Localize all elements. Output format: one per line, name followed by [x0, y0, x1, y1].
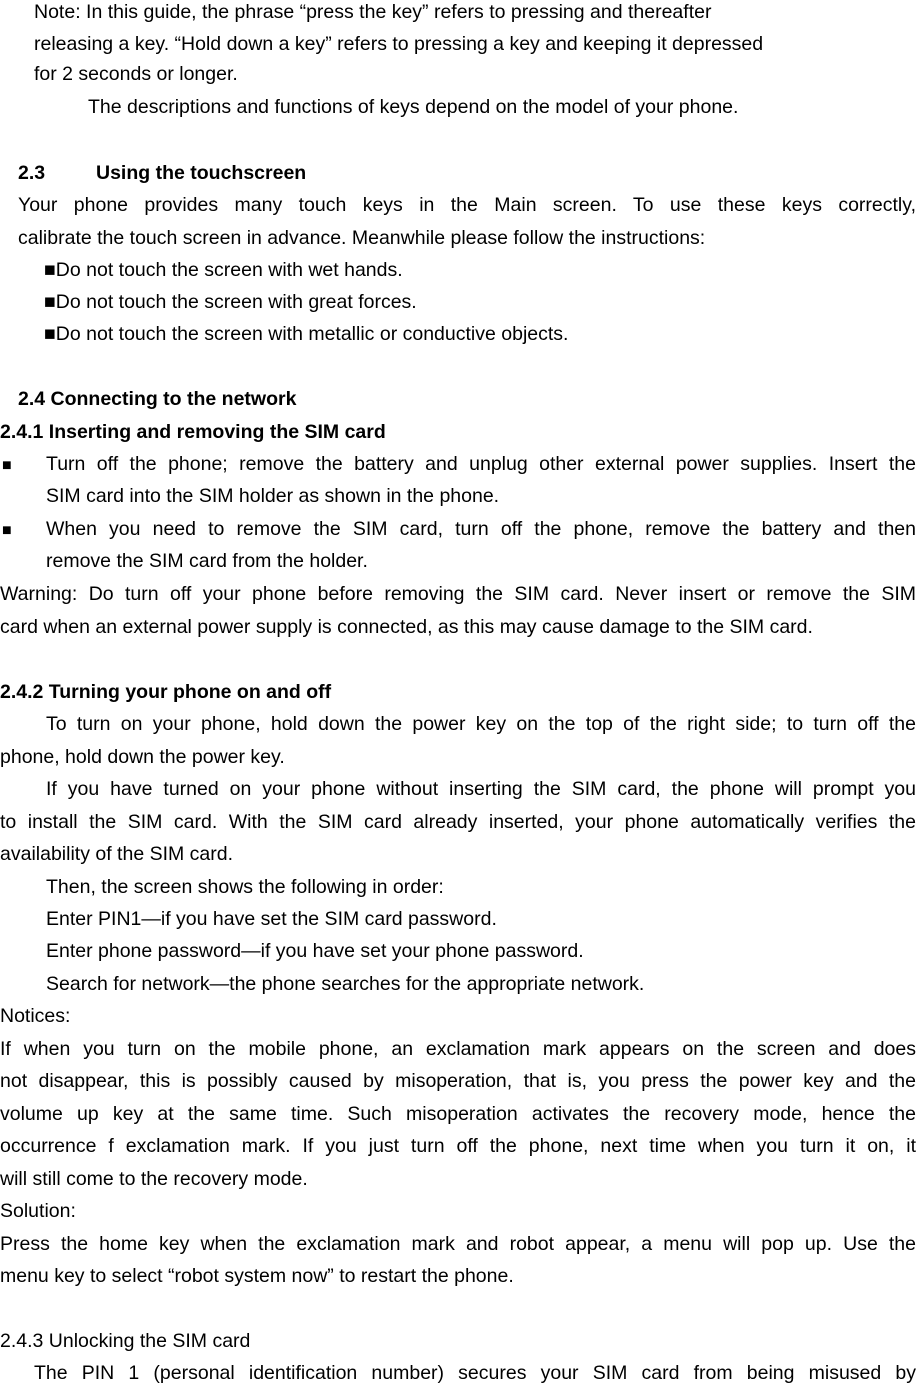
s241-warning-line-2: card when an external power supply is connected, as this may cause damage to the SIM card. — [0, 616, 813, 638]
s242-p1-line-2: phone, hold down the power key. — [0, 746, 285, 768]
square-bullet-icon: ■ — [2, 457, 12, 474]
note-line-1: Note: In this guide, the phrase “press the key” refers to pressing and thereafter — [34, 1, 712, 23]
s241-bullet-1-line-2: SIM card into the SIM holder as shown in the phone. — [46, 485, 500, 507]
notices-line-1: If when you turn on the mobile phone, an exclamation mark appears on the screen and does — [0, 1038, 916, 1060]
section-2-4-2-title: 2.4.2 Turning your phone on and off — [0, 681, 332, 703]
note-line-3: for 2 seconds or longer. — [34, 63, 238, 85]
s242-p5: Enter phone password—if you have set your phone password. — [46, 940, 584, 962]
s242-p4: Enter PIN1—if you have set the SIM card password. — [46, 908, 497, 930]
s242-p2-line-1: If you have turned on your phone without inserting the SIM card, the phone will prompt you — [46, 778, 916, 800]
section-2-4-title: 2.4 Connecting to the network — [18, 388, 297, 410]
notices-line-3: volume up key at the same time. Such misoperation activates the recovery mode, hence the — [0, 1103, 916, 1125]
solution-line-1: Press the home key when the exclamation mark and robot appear, a menu will pop up. Use the — [0, 1233, 916, 1255]
solution-line-2: menu key to select “robot system now” to restart the phone. — [0, 1265, 514, 1287]
s241-bullet-1-line-1: Turn off the phone; remove the battery and unplug other external power supplies. Insert the — [46, 453, 916, 475]
s23-item-2: ■Do not touch the screen with great forces. — [44, 291, 417, 313]
notices-label: Notices: — [0, 1005, 71, 1027]
notices-line-4: occurrence f exclamation mark. If you just turn off the phone, next time when you turn it on, it — [0, 1135, 916, 1157]
s241-bullet-2-line-1: When you need to remove the SIM card, turn off the phone, remove the battery and then — [46, 518, 916, 540]
notices-line-2: not disappear, this is possibly caused by misoperation, that is, you press the power key and the — [0, 1070, 916, 1092]
note-line-2: releasing a key. “Hold down a key” refers to pressing a key and keeping it depressed — [34, 33, 764, 55]
section-2-3-title: Using the touchscreen — [96, 162, 307, 184]
s242-p1-line-1: To turn on your phone, hold down the power key on the top of the right side; to turn off the — [46, 713, 916, 735]
s23-intro-line-2: calibrate the touch screen in advance. Meanwhile please follow the instructions: — [18, 227, 706, 249]
s23-item-1: ■Do not touch the screen with wet hands. — [44, 259, 403, 281]
s242-p6: Search for network—the phone searches for the appropriate network. — [46, 973, 645, 995]
solution-label: Solution: — [0, 1200, 76, 1222]
section-2-4-3-title: 2.4.3 Unlocking the SIM card — [0, 1330, 251, 1352]
section-2-4-1-title: 2.4.1 Inserting and removing the SIM card — [0, 421, 386, 443]
notices-line-5: will still come to the recovery mode. — [0, 1168, 308, 1190]
s242-p3: Then, the screen shows the following in order: — [46, 876, 444, 898]
s23-item-3: ■Do not touch the screen with metallic or conductive objects. — [44, 323, 569, 345]
s241-warning-line-1: Warning: Do turn off your phone before removing the SIM card. Never insert or remove the SIM — [0, 583, 916, 605]
section-2-3-number: 2.3 — [18, 162, 46, 184]
s242-p2-line-2: to install the SIM card. With the SIM card already inserted, your phone automatically verifies the — [0, 811, 916, 833]
square-bullet-icon: ■ — [2, 522, 12, 539]
note-line-4: The descriptions and functions of keys depend on the model of your phone. — [88, 96, 739, 118]
s243-p1: The PIN 1 (personal identification number) secures your SIM card from being misused by — [34, 1362, 916, 1384]
s241-bullet-2-line-2: remove the SIM card from the holder. — [46, 550, 368, 572]
s242-p2-line-3: availability of the SIM card. — [0, 843, 234, 865]
s23-intro-line-1: Your phone provides many touch keys in the Main screen. To use these keys correctly, — [18, 194, 916, 216]
